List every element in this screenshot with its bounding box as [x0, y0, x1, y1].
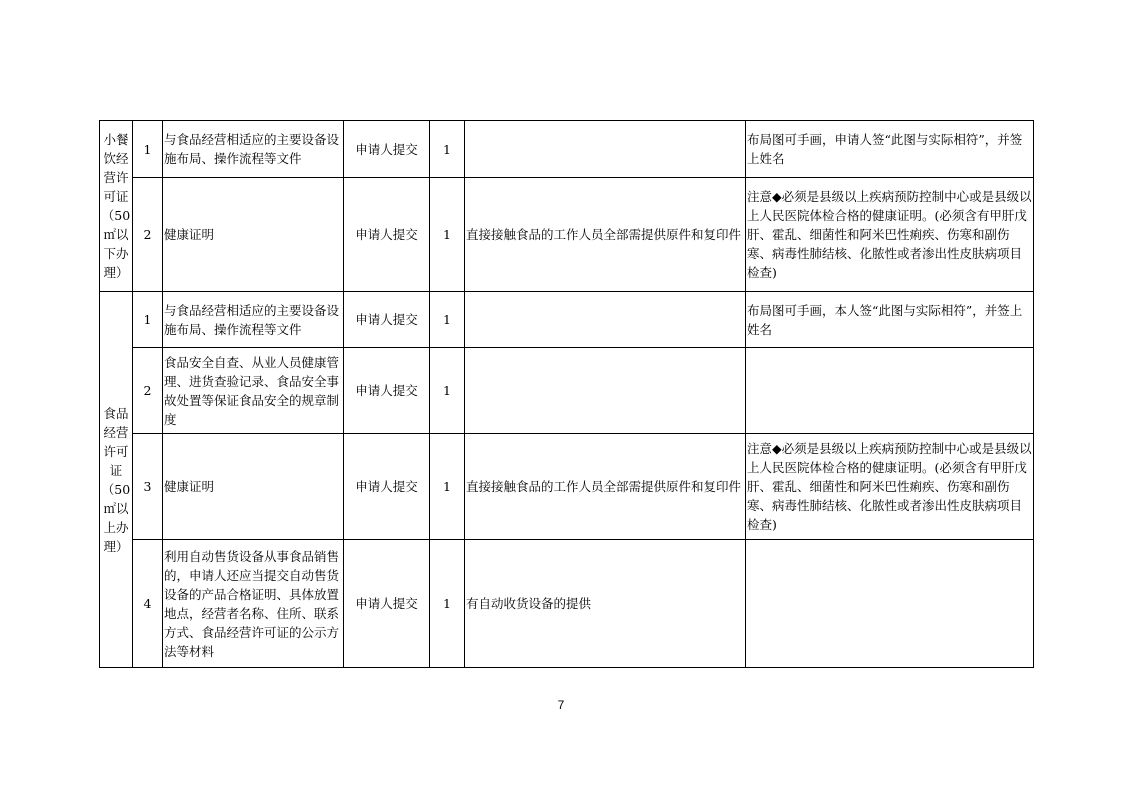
- row-number: 3: [133, 434, 163, 540]
- requirement: 有自动收货设备的提供: [465, 540, 746, 668]
- row-number: 1: [133, 292, 163, 348]
- table-row: [100, 434, 1034, 540]
- materials-table: [99, 120, 1034, 668]
- remark: 注意◆必须是县级以上疾病预防控制中心或是县级以上人民医院体检合格的健康证明。(必须含有甲肝戊肝、霍乱、细菌性和阿米巴性痢疾、伤寒和副伤寒、病毒性肺结核、化脓性或者渗出性皮肤病项目检查): [746, 178, 1034, 292]
- material-name: 健康证明: [163, 178, 344, 292]
- copies: 1: [430, 540, 465, 668]
- remark: 布局图可手画，本人签“此图与实际相符”，并签上姓名: [746, 292, 1034, 348]
- remark: 注意◆必须是县级以上疾病预防控制中心或是县级以上人民医院体检合格的健康证明。(必须含有甲肝戊肝、霍乱、细菌性和阿米巴性痢疾、伤寒和副伤寒、病毒性肺结核、化脓性或者渗出性皮肤病项目检查): [746, 434, 1034, 540]
- material-name: 利用自动售货设备从事食品销售的，申请人还应当提交自动售货设备的产品合格证明、具体放置地点，经营者名称、住所、联系方式、食品经营许可证的公示方法等材料: [163, 540, 344, 668]
- material-name: 与食品经营相适应的主要设备设施布局、操作流程等文件: [163, 121, 344, 178]
- requirement: 直接接触食品的工作人员全部需提供原件和复印件: [465, 178, 746, 292]
- table-row: [100, 292, 1034, 348]
- material-name: 与食品经营相适应的主要设备设施布局、操作流程等文件: [163, 292, 344, 348]
- row-number: 4: [133, 540, 163, 668]
- row-number: 1: [133, 121, 163, 178]
- copies: 1: [430, 121, 465, 178]
- material-name: 健康证明: [163, 434, 344, 540]
- submitter: 申请人提交: [344, 292, 430, 348]
- requirement: 直接接触食品的工作人员全部需提供原件和复印件: [465, 434, 746, 540]
- submitter: 申请人提交: [344, 434, 430, 540]
- table-row: [100, 121, 1034, 178]
- submitter: 申请人提交: [344, 178, 430, 292]
- copies: 1: [430, 434, 465, 540]
- table-row: [100, 178, 1034, 292]
- category-cell: 食品经营许可证（50㎡以上办理）: [100, 292, 133, 668]
- requirement: [465, 348, 746, 434]
- row-number: 2: [133, 178, 163, 292]
- requirement: [465, 292, 746, 348]
- material-name: 食品安全自查、从业人员健康管理、进货查验记录、食品安全事故处置等保证食品安全的规章制度: [163, 348, 344, 434]
- table-row: [100, 540, 1034, 668]
- category-cell: 小餐饮经营许可证（50㎡以下办理）: [100, 121, 133, 292]
- copies: 1: [430, 348, 465, 434]
- remark: [746, 540, 1034, 668]
- submitter: 申请人提交: [344, 348, 430, 434]
- table-row: [100, 348, 1034, 434]
- submitter: 申请人提交: [344, 540, 430, 668]
- copies: 1: [430, 178, 465, 292]
- remark: [746, 348, 1034, 434]
- page-number: 7: [557, 698, 565, 712]
- submitter: 申请人提交: [344, 121, 430, 178]
- requirement: [465, 121, 746, 178]
- copies: 1: [430, 292, 465, 348]
- remark: 布局图可手画，申请人签“此图与实际相符”，并签上姓名: [746, 121, 1034, 178]
- row-number: 2: [133, 348, 163, 434]
